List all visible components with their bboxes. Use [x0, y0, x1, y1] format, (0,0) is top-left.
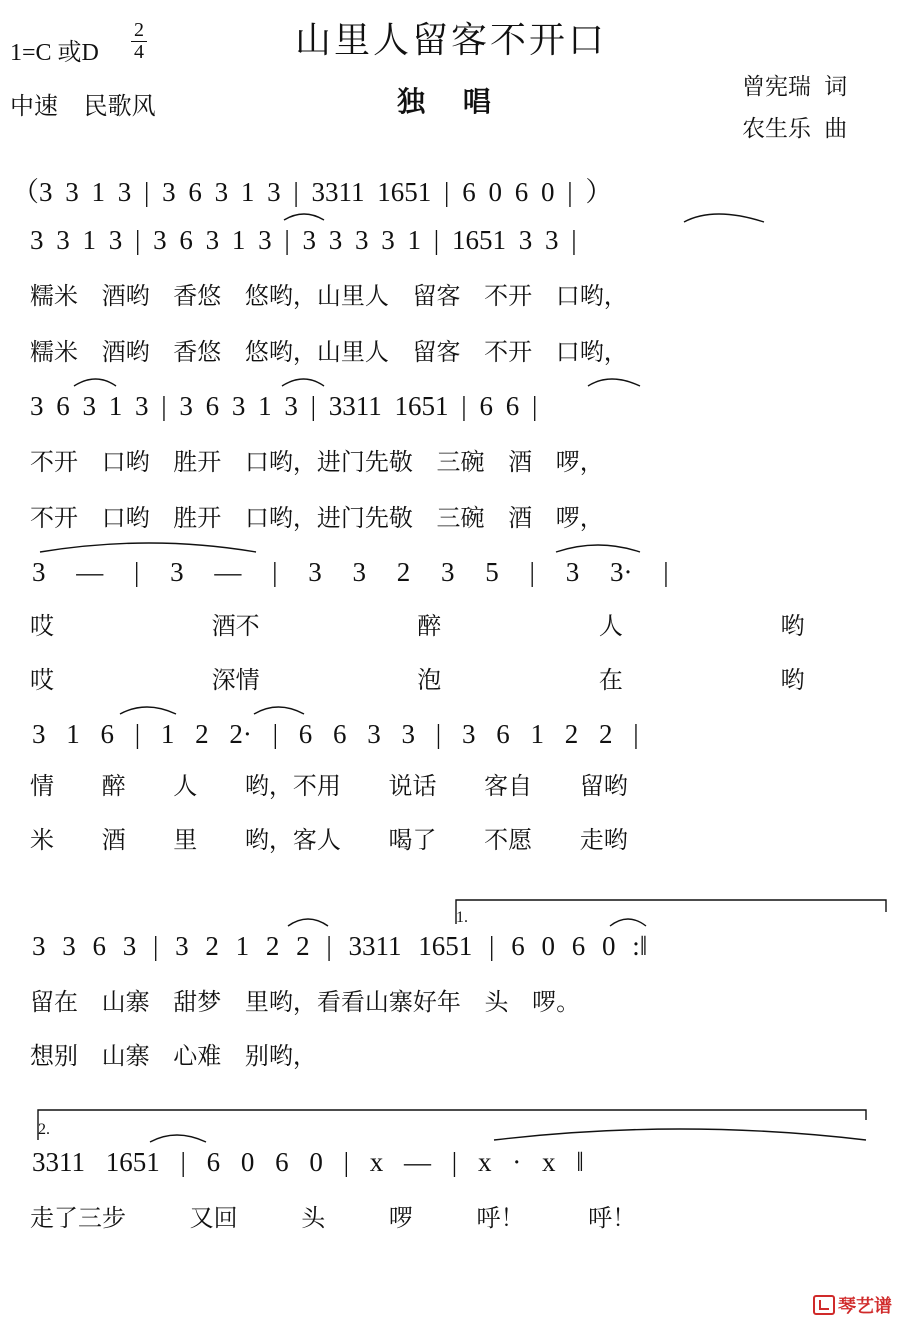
lyric-line-6-verse-2: 想别 山寨 心难 别哟，: [30, 1042, 317, 1070]
slur-arc: [282, 379, 324, 386]
watermark-logo-icon: [813, 1295, 835, 1315]
slur-arc: [494, 1129, 866, 1140]
notation-line-5: 3 1 6 | 1 2 2· | 6 6 3 3 | 3 6 1 2 2 |: [32, 719, 639, 749]
key-signature: 1=C 或D: [10, 40, 99, 66]
slur-arc: [610, 919, 646, 926]
time-signature-bottom: 4: [134, 41, 144, 63]
notation-line-4: 3 — | 3 — | 3 3 2 3 5 | 3 3· |: [32, 557, 669, 587]
notation-line-2: 3 3 1 3 | 3 6 3 1 3 | 3 3 3 3 1 | 1651 3 3 |: [30, 225, 577, 255]
slur-arc: [150, 1135, 206, 1142]
slur-arc: [74, 379, 116, 386]
slur-arc: [284, 214, 324, 220]
song-title: 山里人留客不开口: [294, 20, 607, 61]
slur-arc: [120, 707, 176, 714]
notation-line-3: 3 6 3 1 3 | 3 6 3 1 3 | 3311 1651 | 6 6 |: [30, 391, 538, 421]
tempo-marking: 中速 民歌风: [10, 92, 156, 120]
volta-2-label: 2.: [38, 1121, 50, 1138]
volta-1-label: 1.: [456, 909, 468, 926]
slur-arc: [588, 379, 640, 386]
slur-arc: [684, 214, 764, 222]
volta-2-bracket: [38, 1110, 866, 1140]
volta-1-bracket: [456, 900, 886, 924]
lyric-line-5-verse-1: 情 醉 人 哟，不用 说话 客自 留哟: [30, 772, 628, 800]
lyric-line-6-verse-1: 留在 山寨 甜梦 里哟，看看山寨好年 头 啰。: [30, 988, 581, 1016]
time-signature-top: 2: [134, 19, 144, 41]
notation-line-intro: （3 3 1 3 | 3 6 3 1 3 | 3311 1651 | 6 0 6 0 | ）: [12, 177, 613, 207]
site-watermark: 琴艺谱: [813, 1292, 892, 1318]
notation-line-6: 3 3 6 3 | 3 2 1 2 2 | 3311 1651 | 6 0 6 0 :‖: [32, 931, 648, 961]
lyric-line-5-verse-2: 米 酒 里 哟，客人 喝了 不愿 走哟: [30, 826, 628, 854]
lyricist-credit: 曾宪瑞 词: [742, 74, 848, 100]
slur-arc: [288, 919, 328, 926]
performance-type: 独 唱: [397, 85, 505, 118]
composer-credit: 农生乐 曲: [742, 116, 848, 142]
lyric-line-7: 走了三步 又回 头 啰 呼！ 呼！: [30, 1204, 637, 1232]
lyric-line-4-verse-1: 哎 酒不 醉 人 哟: [30, 612, 805, 640]
lyric-line-2-verse-2: 糯米 酒哟 香悠 悠哟，山里人 留客 不开 口哟，: [30, 338, 628, 366]
lyric-line-3-verse-1: 不开 口哟 胜开 口哟，进门先敬 三碗 酒 啰，: [30, 448, 604, 476]
lyric-line-3-verse-2: 不开 口哟 胜开 口哟，进门先敬 三碗 酒 啰，: [30, 504, 604, 532]
slur-arc: [556, 545, 640, 552]
tie-arc: [40, 543, 256, 552]
lyric-line-2-verse-1: 糯米 酒哟 香悠 悠哟，山里人 留客 不开 口哟，: [30, 282, 628, 310]
lyric-line-4-verse-2: 哎 深情 泡 在 哟: [30, 666, 805, 694]
slur-arc: [254, 707, 304, 714]
notation-line-7: 3311 1651 | 6 0 6 0 | x — | x · x ‖: [32, 1147, 584, 1177]
